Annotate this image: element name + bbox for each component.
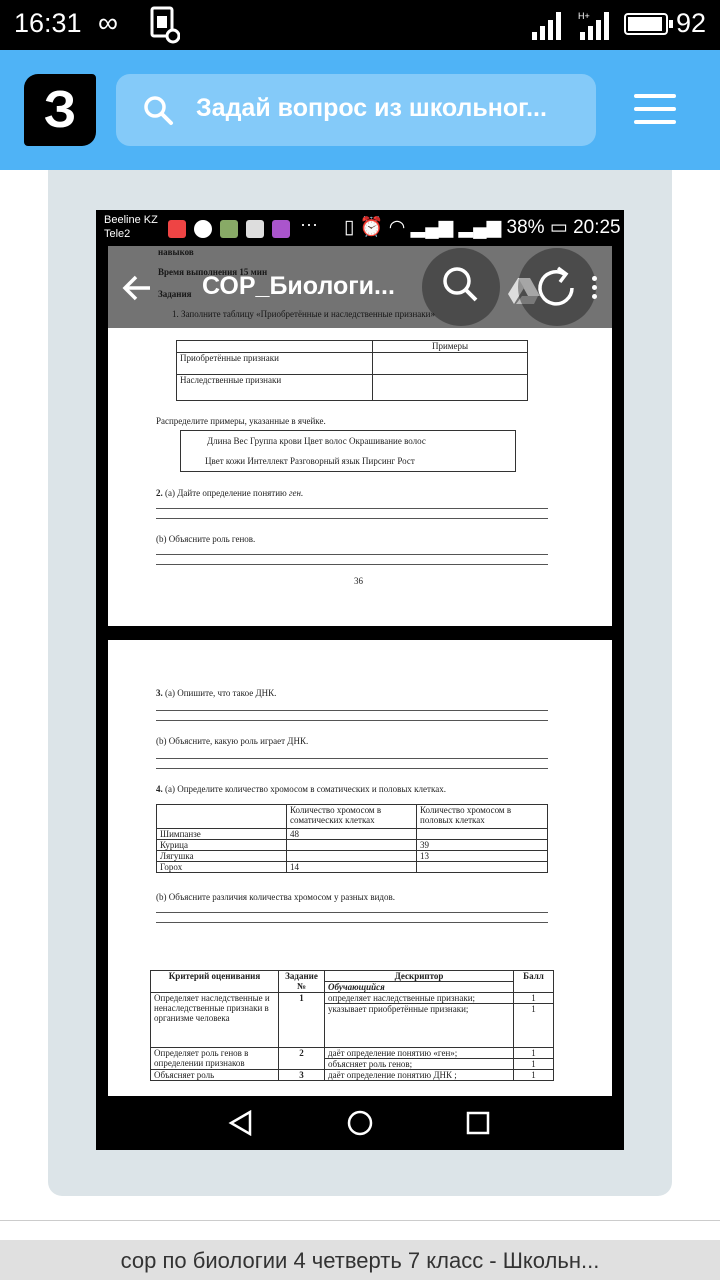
examples-box [180,430,516,472]
phone-time: 20:25 [573,217,621,238]
phone-nav-bar [96,1096,624,1150]
app-notification-icon [168,220,186,238]
table-header: Количество хромосом в соматических клетках [287,805,417,829]
carrier-2: Tele2 [104,228,131,240]
document-page-2 [108,640,612,1096]
app-header [0,50,720,170]
table-row: Курица 39 [157,840,548,851]
question-3b: (b) Объясните, какую роль играет ДНК. [156,736,309,746]
back-arrow-icon[interactable] [122,274,152,302]
instruction-text: Распределите примеры, указанные в ячейке. [156,416,326,426]
table-header: Балл [514,971,554,993]
phone-signal-2-icon: ▂▄▆ [458,217,502,238]
table-row: Определяет роль генов в определении признаков 2 даёт определение понятию «ген»; 1 [151,1048,554,1059]
search-placeholder: Задай вопрос из школьног... [196,94,547,122]
svg-text:H+: H+ [578,11,590,21]
battery-icon [624,13,668,35]
alarm-icon: ⏰ [359,217,384,238]
vibrate-icon: ▯ [344,217,355,238]
signal-icon [530,10,566,40]
overflow-menu-icon[interactable] [592,276,598,303]
infinity-icon: ∞ [98,7,118,38]
rotate-icon [518,248,596,326]
traits-table [176,340,528,401]
examples-row: Длина Вес Группа крови Цвет волос Окрашивание волос [207,436,426,446]
status-time: 16:31 [14,8,82,38]
game-icon [220,220,238,238]
table-row: Горох 14 [157,862,548,873]
sim-settings-icon [150,6,180,44]
search-button[interactable] [422,248,500,326]
question-4b: (b) Объясните различия количества хромосом у разных видов. [156,892,396,902]
carrier-1: Beeline KZ [104,214,158,226]
question-2b: (b) Объясните роль генов. [156,534,256,544]
phone-battery-percent: 38% [506,217,545,238]
viewer-toolbar [108,246,612,328]
examples-row: Цвет кожи Интеллект Разговорный язык Пирсинг Рост [205,456,415,466]
menu-icon[interactable] [634,94,676,126]
document-title: СОР_Биологи... [202,272,395,300]
table-row: Лягушка 13 [157,851,548,862]
criteria-table [150,970,554,1081]
profile-icon [246,220,264,238]
status-bar [0,0,720,50]
table-row: Определяет наследственные и ненаследственные признаки в организме человека 1 определяет наследственные признаки; 1 [151,993,554,1004]
table-cell: Наследственные признаки [177,375,373,401]
wifi-icon: ◠ [388,217,406,238]
gallery-icon [272,220,290,238]
table-header: Количество хромосом в половых клетках [417,805,548,829]
search-icon [422,248,500,326]
nav-home-icon[interactable] [346,1109,374,1137]
phone-status-right [344,215,621,239]
battery-percent: 92 [676,8,707,38]
table-header: Критерий оценивания [151,971,279,993]
phone-battery-icon: ▭ [549,217,568,238]
search-icon [142,94,174,126]
table-cell: Приобретённые признаки [177,353,373,375]
page-number: 36 [354,576,363,586]
question-3a: 3. (а) Опишите, что такое ДНК. [156,688,277,698]
chromosome-table [156,804,548,873]
signal-hplus-icon [578,10,614,40]
table-header: Примеры [373,341,528,353]
nav-back-icon[interactable] [228,1110,254,1136]
table-row: указывает приобретённые признаки; 1 [151,1004,554,1048]
search-input[interactable] [116,74,596,146]
table-header: Задание № [279,971,325,993]
phone-status-bar [96,210,624,246]
more-notifications: ··· [300,214,318,234]
page-caption[interactable]: сор по биологии 4 четверть 7 класс - Школьн... [0,1240,720,1280]
nav-recents-icon[interactable] [466,1111,490,1135]
phone-signal-icon: ▂▄▆ [410,217,454,238]
google-icon [194,220,212,238]
table-row: Шимпанзе 48 [157,829,548,840]
document-page-1 [108,328,612,626]
question-2a: 2. (а) Дайте определение понятию ген. [156,488,304,498]
attachment-image[interactable] [96,210,624,1150]
question-4a: 4. (а) Определите количество хромосом в соматических и половых клетках. [156,784,446,794]
app-logo[interactable]: З [24,74,96,146]
table-header: Дескриптор [325,971,514,982]
table-header: Обучающийся [325,982,514,993]
table-row: Объясняет роль 3 даёт определение понятию ДНК ; 1 [151,1070,554,1081]
table-row: объясняет роль генов; 1 [151,1059,554,1070]
rotate-button[interactable] [518,248,596,326]
